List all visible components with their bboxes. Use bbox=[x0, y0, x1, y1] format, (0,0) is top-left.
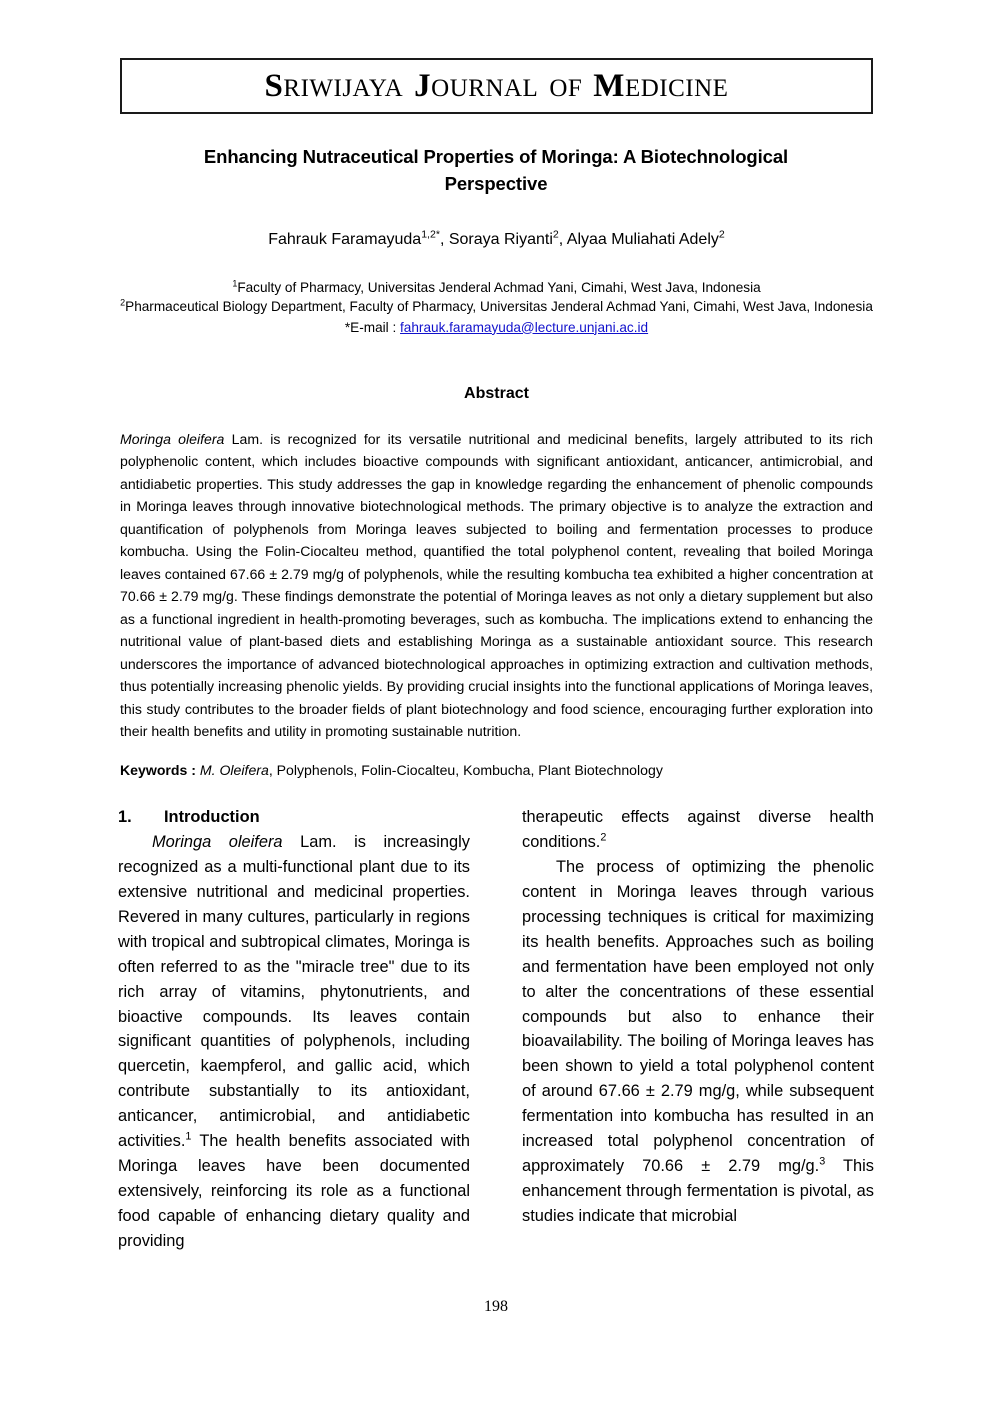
email-label: *E-mail : bbox=[344, 319, 401, 335]
affiliation-sup-1: 1 bbox=[232, 278, 238, 289]
author-sup-1: 1,2* bbox=[421, 228, 440, 241]
author-sup-2: 2 bbox=[552, 228, 559, 241]
citation-ref-2: 2 bbox=[600, 831, 607, 844]
affiliation-2 bbox=[118, 297, 875, 316]
intro-species-name: Moringa oleifera bbox=[152, 832, 283, 851]
affiliation-1 bbox=[118, 278, 875, 297]
intro2-text-b: This enhancement through fermentation is pivotal, as studies indicate that microbial bbox=[522, 1157, 874, 1225]
section-heading-introduction bbox=[118, 805, 470, 830]
abstract-body bbox=[120, 428, 873, 743]
affiliation-text-2: Pharmaceutical Biology Department, Faculty of Pharmacy, Universitas Jenderal Achmad Yani, Cimahi, West Java, Indonesia bbox=[125, 299, 873, 315]
corresponding-email-line bbox=[118, 318, 875, 337]
affiliation-text-1: Faculty of Pharmacy, Universitas Jenderal Achmad Yani, Cimahi, West Java, Indonesia bbox=[237, 280, 761, 295]
abstract-heading: Abstract bbox=[464, 385, 529, 402]
keywords-rest: , Polyphenols, Folin-Ciocalteu, Kombucha, Plant Biotechnology bbox=[268, 762, 663, 778]
journal-title-cap-m: M bbox=[593, 67, 625, 104]
intro-text-b: The health benefits associated with Moringa leaves have been documented extensively, reinforcing its role as a functional food capable of enhancing dietary quality and providing bbox=[118, 1132, 470, 1250]
affiliation-block bbox=[118, 278, 875, 337]
abstract-text: Lam. is recognized for its versatile nutritional and medicinal benefits, largely attributed to its rich polyphenolic content, which includes bioactive compounds with significant antioxidant, anticancer, antimicrobial, and antidiabetic properties. This study addresses the gap in knowledge regarding the enhancement of phenolic compounds in Moringa leaves through innovative biotechnological methods. The primary objective is to analyze the extraction and quantification of polyphenols from Moringa leaves subjected to boiling and fermentation processes to produce kombucha. Using the Folin-Ciocalteu method, quantified the total polyphenol content, revealing that boiled Moringa leaves contained 67.66 ± 2.79 mg/g of polyphenols, while the resulting kombucha tea exhibited a higher concentration at 70.66 ± 2.79 mg/g. These findings demonstrate the potential of Moringa leaves as not only a dietary supplement but also as a functional ingredient in health-promoting beverages, such as kombucha. The implications extend to enhancing the nutritional value of plant-based diets and establishing Moringa as a sustainable antioxidant source. This research underscores the importance of advanced biotechnological approaches in optimizing extraction and cultivation methods, thus potentially increasing phenolic yields. By providing crucial insights into the functional applications of Moringa leaves, this study contributes to the broader fields of plant biotechnology and food science, encouraging further exploration into their health benefits and utility in promoting sustainable nutrition. bbox=[120, 431, 873, 740]
keywords-line bbox=[120, 760, 873, 781]
section-number: 1. bbox=[118, 808, 132, 826]
citation-ref-3: 3 bbox=[819, 1155, 826, 1168]
intro-text-a: Lam. is increasingly recognized as a multi-functional plant due to its extensive nutritional and medicinal properties. Revered in many cultures, particularly in regions with tropical and subtropical climates, Moringa is often referred to as the "miracle tree" due to its rich array of vitamins, phytonutrients, and bioactive compounds. Its leaves contain significant quantities of polyphenols, including quercetin, kaempferol, and gallic acid, which contribute substantially to its antioxidant, anticancer, antimicrobial, and antidiabetic activities. bbox=[118, 832, 471, 1151]
intro-cont-text: therapeutic effects against diverse health conditions. bbox=[522, 808, 874, 851]
author-sup-3: 2 bbox=[718, 228, 725, 241]
affiliation-sup-2: 2 bbox=[120, 297, 126, 308]
journal-title-cap-j: J bbox=[414, 67, 432, 104]
journal-title-cap-s: S bbox=[264, 67, 284, 104]
abstract-species-name: Moringa oleifera bbox=[120, 431, 225, 447]
journal-title-rest-journal: OURNAL bbox=[431, 74, 539, 102]
journal-title bbox=[264, 67, 729, 104]
page-number: 198 bbox=[484, 1298, 508, 1315]
paragraph-intro-1 bbox=[118, 830, 470, 1254]
body-column-left bbox=[118, 805, 470, 1254]
journal-banner bbox=[120, 58, 873, 114]
keywords-label: Keywords : bbox=[120, 762, 200, 778]
paragraph-intro-1-continued bbox=[522, 805, 874, 855]
paragraph-intro-2 bbox=[522, 855, 874, 1229]
body-column-right bbox=[522, 805, 874, 1229]
author-name-3: Alyaa Muliahati Adely bbox=[566, 231, 719, 248]
corresponding-email-link[interactable]: fahrauk.faramayuda@lecture.unjani.ac.id bbox=[400, 319, 649, 335]
author-name-2: Soraya Riyanti bbox=[448, 231, 553, 248]
journal-title-rest-sriwijaya: RIWIJAYA bbox=[283, 74, 404, 102]
citation-ref-1: 1 bbox=[185, 1130, 192, 1143]
journal-title-of: OF bbox=[549, 74, 583, 102]
journal-title-rest-medicine: EDICINE bbox=[624, 74, 729, 102]
page-title: Enhancing Nutraceutical Properties of Moringa: A Biotechnological Perspective bbox=[203, 146, 789, 194]
keyword-italic-term: M. Oleifera bbox=[199, 762, 269, 778]
author-list: Fahrauk Faramayuda$^{1,2*}$, Soraya Riyanti$^2$, Alyaa Muliahati Adely$^2$ bbox=[268, 228, 725, 248]
intro2-text-a: The process of optimizing the phenolic content in Moringa leaves through various processing techniques is critical for maximizing its health benefits. Approaches such as boiling and fermentation have been employed not only to alter the concentrations of these essential compounds but also to enhance their bioavailability. The boiling of Moringa leaves has been shown to yield a total polyphenol content of around 67.66 ± 2.79 mg/g, while subsequent fermentation into kombucha has resulted in an increased total polyphenol concentration of approximately 70.66 ± 2.79 mg/g. bbox=[522, 857, 874, 1176]
section-title: Introduction bbox=[164, 808, 260, 826]
author-name-1: Fahrauk Faramayuda bbox=[268, 231, 422, 248]
